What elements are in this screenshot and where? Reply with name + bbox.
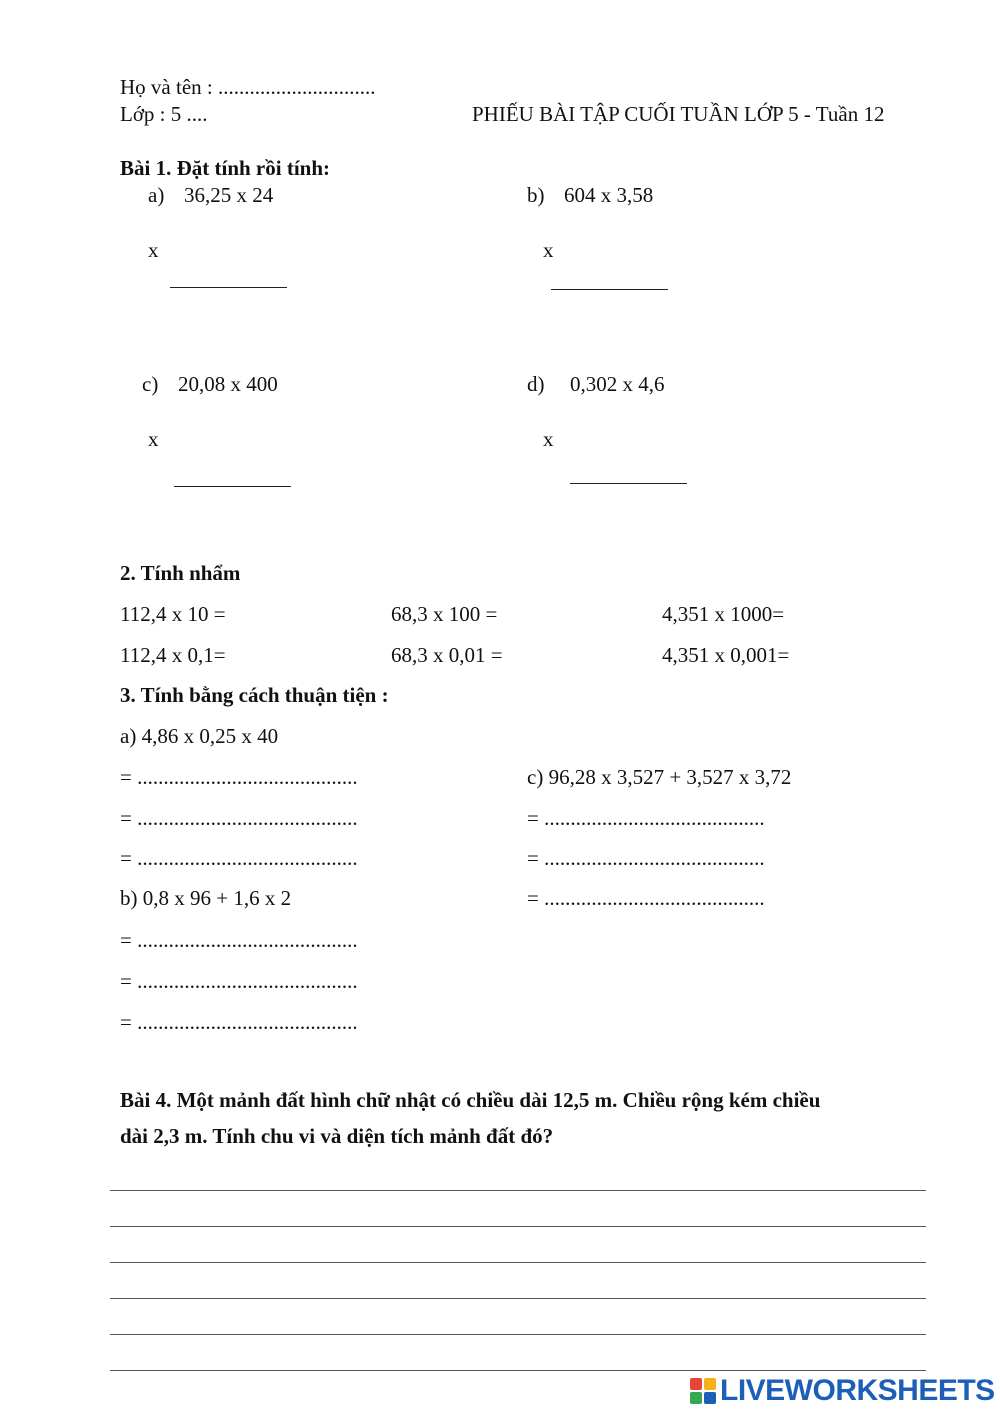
ex2-row2-col3: 4,351 x 0,001= <box>662 643 790 667</box>
ex2-row1-col1: 112,4 x 10 = <box>120 602 226 626</box>
ex1-d-label: d) <box>527 372 545 396</box>
logo-square <box>704 1392 716 1404</box>
ex2-row1-col3: 4,351 x 1000= <box>662 602 785 626</box>
ex2-row2-col2: 68,3 x 0,01 = <box>391 643 503 667</box>
logo-square <box>704 1378 716 1390</box>
ex1-a-label: a) <box>148 183 165 207</box>
ex3-b-step2: = .......................................... <box>120 969 358 993</box>
ex4-writing-line <box>110 1190 926 1191</box>
ex1-c-op: x <box>148 427 159 451</box>
ex2-row1-col2: 68,3 x 100 = <box>391 602 498 626</box>
ex3-a-step3: = .......................................... <box>120 846 358 870</box>
worksheet-title: PHIẾU BÀI TẬP CUỐI TUẦN LỚP 5 - Tuần 12 <box>472 102 885 126</box>
ex1-a-op: x <box>148 238 159 262</box>
ex1-d-expr: 0,302 x 4,6 <box>570 372 665 396</box>
ex3-a-step2: = .......................................... <box>120 806 358 830</box>
logo-square <box>690 1392 702 1404</box>
ex1-a-expr: 36,25 x 24 <box>184 183 274 207</box>
ex1-a-answer-rule <box>170 287 287 288</box>
ex1-b-answer-rule <box>551 289 668 290</box>
ex4-problem-line1: Bài 4. Một mảnh đất hình chữ nhật có chiều dài 12,5 m. Chiều rộng kém chiều <box>120 1088 821 1112</box>
ex3-c-step1: = .......................................... <box>527 806 765 830</box>
ex4-writing-line <box>110 1370 926 1371</box>
ex1-d-op: x <box>543 427 554 451</box>
ex3-b-step3: = .......................................... <box>120 1010 358 1034</box>
ex4-writing-line <box>110 1226 926 1227</box>
class-line: Lớp : 5 .... <box>120 102 208 126</box>
ex1-c-expr: 20,08 x 400 <box>178 372 278 396</box>
ex3-b-step1: = .......................................... <box>120 928 358 952</box>
ex4-writing-line <box>110 1334 926 1335</box>
ex1-b-label: b) <box>527 183 545 207</box>
ex1-title: Bài 1. Đặt tính rồi tính: <box>120 156 331 180</box>
liveworksheets-logo <box>690 1374 995 1408</box>
ex3-c-step2: = .......................................... <box>527 846 765 870</box>
ex1-c-answer-rule <box>174 486 291 487</box>
ex4-problem-line2: dài 2,3 m. Tính chu vi và diện tích mảnh đất đó? <box>120 1124 554 1148</box>
liveworksheets-logo-text: LIVEWORKSHEETS <box>720 1374 995 1407</box>
ex1-c-label: c) <box>142 372 159 396</box>
ex3-a-expr: a) 4,86 x 0,25 x 40 <box>120 724 279 748</box>
ex2-row2-col1: 112,4 x 0,1= <box>120 643 226 667</box>
ex3-c-expr: c) 96,28 x 3,527 + 3,527 x 3,72 <box>527 765 792 789</box>
ex4-writing-line <box>110 1298 926 1299</box>
name-line: Họ và tên : .............................. <box>120 75 376 99</box>
ex3-b-expr: b) 0,8 x 96 + 1,6 x 2 <box>120 886 292 910</box>
ex1-b-op: x <box>543 238 554 262</box>
logo-square <box>690 1378 702 1390</box>
ex3-a-step1: = .......................................... <box>120 765 358 789</box>
ex3-c-step3: = .......................................... <box>527 886 765 910</box>
ex1-d-answer-rule <box>570 483 687 484</box>
liveworksheets-logo-icon <box>690 1378 716 1404</box>
ex2-title: 2. Tính nhẩm <box>120 561 241 585</box>
ex3-title: 3. Tính bằng cách thuận tiện : <box>120 683 389 707</box>
ex4-writing-line <box>110 1262 926 1263</box>
ex1-b-expr: 604 x 3,58 <box>564 183 654 207</box>
